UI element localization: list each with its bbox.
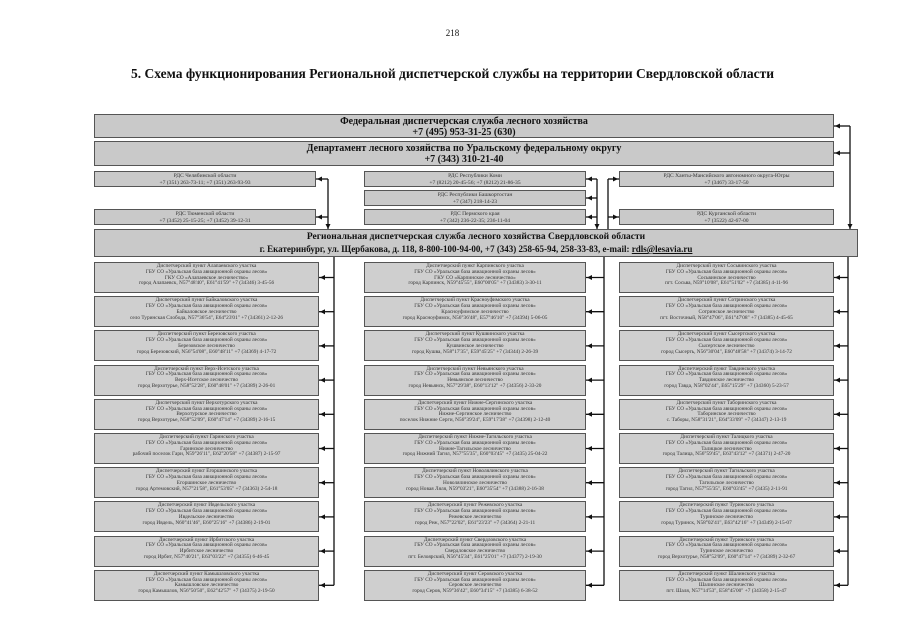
dispatch-post-l3: Ивдельское лесничество xyxy=(178,513,235,520)
dispatch-post-l4: город Серов, N59°36'42", E60°34'15" +7 (34385) 6-38-52 xyxy=(412,588,538,595)
dispatch-post-l3: Свердловское лесничество xyxy=(444,548,506,555)
dispatch-post-l1: Диспетчерский пункт Ивдельского участка xyxy=(157,502,256,509)
dispatch-post-l1: Диспетчерский пункт Алапаевского участка xyxy=(156,263,257,269)
department-arrow xyxy=(835,151,840,156)
dispatch-post-l2: ГБУ СО «Уральская база авиационной охраны лесов» xyxy=(665,508,788,515)
dispatch-post-l4: город Нижний Тагил, N57°55'35", E60°03'45" +7 (3435) 25-04-22 xyxy=(402,451,548,458)
dispatch-post-l2: ГБУ СО «Уральская база авиационной охраны лесов» xyxy=(414,302,536,309)
dispatch-post-l3: Сысертское лесничество xyxy=(698,342,755,349)
dispatch-post-l1: Диспетчерский пункт Серовского участка xyxy=(427,570,523,577)
dispatch-post-l2: ГБУ СО «Уральская база авиационной охраны лесов» xyxy=(414,508,536,515)
dispatch-post-l3: Талицкое лесничество xyxy=(701,445,752,452)
post-arrow xyxy=(835,309,840,314)
dispatch-post-l1: Диспетчерский пункт Режевского участка xyxy=(427,502,523,509)
dispatch-post-l2: ГБУ СО «Уральская база авиационной охраны лесов» xyxy=(665,439,788,446)
dispatch-post-l4: город Сысерть, N56°30'04", E60°48'58" +7 (34374) 3-14-72 xyxy=(661,348,792,355)
dispatch-post-l1: Диспетчерский пункт Ирбитского участка xyxy=(158,536,255,543)
dispatch-post-l2: ГБУ СО «Уральская база авиационной охраны лесов» xyxy=(414,576,536,583)
post-arrow xyxy=(587,378,592,383)
dispatch-post-l1: Диспетчерский пункт Егоршинского участка xyxy=(155,468,258,475)
post-arrow xyxy=(320,378,325,383)
dispatch-post-l2: ГБУ СО «Уральская база авиационной охраны лесов» xyxy=(665,405,788,412)
dispatch-post-l2: ГБУ СО «Уральская база авиационной охраны лесов» xyxy=(145,542,268,549)
rds-phone: +7 (3467) 33-17-50 xyxy=(704,179,749,186)
dispatch-post-l3: Шалинское лесничество xyxy=(698,582,755,589)
post-arrow xyxy=(587,480,592,485)
dispatch-post-l2: ГБУ СО «Уральская база авиационной охраны лесов» xyxy=(145,508,268,515)
dispatch-post-l3: Тагильское лесничество xyxy=(699,479,754,486)
dispatch-post-l1: Диспетчерский пункт Сотринского участка xyxy=(677,297,776,304)
dispatch-post-l4: пгт. Восточный, N58°47'06", E61°47'08" +7 (34385) 4-45-65 xyxy=(660,314,793,321)
dispatch-post-l4: поселок Нижние Серги, N56°39'24", E59°17'38" +7 (34398) 2-12-40 xyxy=(399,417,551,424)
dispatch-post-l3: Нижне-Тагильское лесничество xyxy=(439,445,511,452)
dispatch-post-l3: Верхотурское лесничество xyxy=(176,411,237,418)
post-arrow xyxy=(587,309,592,314)
dispatch-post-l4: город Верхотурье, N58°52'09", E60°47'14" +7 (34389) 2-32-67 xyxy=(657,553,796,560)
post-arrow xyxy=(835,549,840,554)
dispatch-post-l4: пгт. Белоярский, N56°45'34", E61°25'01" +7 (34377) 2-19-30 xyxy=(408,553,542,560)
dispatch-post-l1: Диспетчерский пункт Таборинского участка xyxy=(676,399,777,406)
federal-service-name: Федеральная диспетчерская служба лесного хозяйства xyxy=(340,116,588,127)
dispatch-post-l2: ГБУ СО «Уральская база авиационной охраны лесов» xyxy=(665,268,788,275)
dispatch-post-l4: город Карпинск, N59°45'55", E60°00'05" +7 (34383) 3-30-11 xyxy=(408,280,542,287)
rds-name: РДС Курганской области xyxy=(696,211,757,217)
dispatch-post-l2: ГБУ СО «Уральская база авиационной охраны лесов» xyxy=(145,337,268,344)
dispatch-post-l2: ГБУ СО «Уральская база авиационной охраны лесов» xyxy=(414,268,536,275)
dispatch-post-l1: Диспетчерский пункт Невьянского участка xyxy=(426,365,524,372)
dispatch-post-l4: рабочий поселок Гари, N59°26'11", E62°20'58" +7 (34387) 2-15-97 xyxy=(132,451,281,458)
rds-arrow xyxy=(326,224,331,229)
dispatch-post-l2: ГБУ СО «Уральская база авиационной охраны лесов» xyxy=(145,371,268,378)
dispatch-post-l4: город Реж, N57°22'02", E61°23'23" +7 (34364) 2-21-11 xyxy=(414,519,536,526)
post-arrow xyxy=(587,275,592,280)
dispatch-post-l2: ГБУ СО «Уральская база авиационной охраны лесов» xyxy=(145,302,268,309)
post-arrow xyxy=(587,446,592,451)
dispatch-post-l3: Егоршинское лесничество xyxy=(176,479,237,486)
dispatch-post-l3: Режевское лесничество xyxy=(448,513,502,520)
dispatch-post-l1: Диспетчерский пункт Нижне-Сергинского участка xyxy=(417,399,533,406)
dispatch-post-l3: Березовское лесничество xyxy=(178,342,235,349)
dispatch-post-l2: ГБУ СО «Уральская база авиационной охраны лесов» xyxy=(414,337,536,344)
dispatch-post-l3: Сосьвинское лесничество xyxy=(697,274,756,281)
rds-name: РДС Пермского края xyxy=(450,211,500,217)
post-arrow xyxy=(320,446,325,451)
dispatch-post-l3: Серовское лесничество xyxy=(448,582,502,589)
rds-phone: +7 (347) 218-14-23 xyxy=(452,198,498,205)
dispatch-post-l1: Диспетчерский пункт Новолялинского участка xyxy=(422,468,528,475)
dispatch-post-l4: город Тавда, N58°02'44", E65°15'29" +7 (34360) 5-23-57 xyxy=(664,382,789,389)
dispatch-post-l3: ГКУ СО «Алапаевское лесничество» xyxy=(164,274,249,281)
rds-phone: +7 (342) 236-22-35; 236-11-04 xyxy=(439,217,511,224)
rds-name: РДС Республики Коми xyxy=(448,173,502,179)
dispatch-post-l1: Диспетчерский пункт Гаринского участка xyxy=(159,434,254,440)
federal-service-phone: +7 (495) 953-31-25 (630) xyxy=(412,127,516,138)
dispatch-post-l1: Диспетчерский пункт Нижне-Тагильского участка xyxy=(418,434,532,440)
rds-phone: +7 (351) 263-73-11; +7 (351) 263-93-93 xyxy=(159,179,251,186)
post-arrow xyxy=(835,343,840,348)
page-number: 218 xyxy=(445,28,460,38)
dispatch-post-l4: город Талица, N56°59'45", E63°43'12" +7 (34371) 2-47-20 xyxy=(662,451,791,458)
federal-arrow xyxy=(835,124,840,129)
rds-name: РДС Ханты-Мансийского автономного округа-Югры xyxy=(663,173,790,179)
dispatch-post-l4: город Кушва, N58°17'35", E59°45'25" +7 (34344) 2-26-39 xyxy=(411,348,539,355)
rds-name: РДС Челябинской области xyxy=(173,173,237,179)
dispatch-post-l1: Диспетчерский пункт Байкаловского участка xyxy=(155,297,258,304)
rds-phone: +7 (3452) 25-15-25; +7 (3452) 39-12-31 xyxy=(159,217,251,224)
dispatch-post-l4: город Новая Ляля, N59°03'21", E60°35'54" +7 (34388) 2-16-38 xyxy=(406,485,544,492)
post-arrow xyxy=(835,480,840,485)
dispatch-post-l1: Диспетчерский пункт Талицкого участка xyxy=(680,434,773,440)
department-name: Департамент лесного хозяйства по Уральскому федеральному округу xyxy=(306,143,622,154)
post-arrow xyxy=(587,343,592,348)
rds-arrow xyxy=(317,215,322,220)
dispatch-post-l2: ГБУ СО «Уральская база авиационной охраны лесов» xyxy=(414,473,536,480)
post-arrow xyxy=(587,549,592,554)
dispatch-post-l4: город Ивдель, N60°41'46", E60°25'16" +7 (34386) 2-19-01 xyxy=(142,519,271,526)
dispatch-post-l4: село Туринская Слобода, N57°36'54", E64°23'01" +7 (34361) 2-12-26 xyxy=(129,314,284,321)
dispatch-post-l3: Невьянское лесничество xyxy=(447,377,503,384)
dispatch-post-l3: Сотринское лесничество xyxy=(698,308,755,315)
dispatch-post-l3: Нижне-Сергинское лесничество xyxy=(438,411,512,418)
dispatch-post-l1: Диспетчерский пункт Березовского участка xyxy=(157,331,256,338)
dispatch-post-l2: ГБУ СО «Уральская база авиационной охраны лесов» xyxy=(145,439,268,446)
dispatch-post-l4: город Камышлов, N56°50'50", E62°42'57" +7 (34375) 2-19-50 xyxy=(138,588,275,595)
dispatch-post-l3: Кушвинское лесничество xyxy=(446,342,504,349)
post-arrow xyxy=(320,275,325,280)
post-arrow xyxy=(587,583,592,588)
dispatch-post-l3: Красноуфимское лесничество xyxy=(441,308,509,315)
dispatch-post-l4: город Ирбит, N57°40'21", E63°03'22" +7 (34355) 6-46-45 xyxy=(143,553,270,560)
rds-name: РДС Тюменской области xyxy=(175,211,235,217)
dispatch-post-l2: ГБУ СО «Уральская база авиационной охраны лесов» xyxy=(145,405,268,412)
dispatch-post-l1: Диспетчерский пункт Свердловского участка xyxy=(423,536,527,543)
post-arrow xyxy=(320,549,325,554)
dispatch-post-l1: Диспетчерский пункт Сысертского участка xyxy=(677,331,776,338)
dispatch-post-l2: ГБУ СО «Уральская база авиационной охраны лесов» xyxy=(665,576,788,583)
dispatch-post-l1: Диспетчерский пункт Тавдинского участка xyxy=(677,365,776,372)
dispatch-post-l4: город Невьянск, N57°29'38", E60°13'12" +7 (34356) 2-33-20 xyxy=(408,382,542,389)
dispatch-post-l2: ГБУ СО «Уральская база авиационной охраны лесов» xyxy=(145,268,268,275)
dispatch-post-l3: Камышловское лесничество xyxy=(174,582,239,589)
dispatch-post-l2: ГБУ СО «Уральская база авиационной охраны лесов» xyxy=(145,576,268,583)
regional-email-link[interactable]: rdls@lesavia.ru xyxy=(631,244,693,254)
dispatch-post-l4: с. Таборы, N58°31'21", E64°33'09" +7 (34347) 2-13-19 xyxy=(666,417,787,424)
dispatch-post-l2: ГБУ СО «Уральская база авиационной охраны лесов» xyxy=(665,473,788,480)
post-arrow xyxy=(320,480,325,485)
dispatch-post-l1: Диспетчерский пункт Туринского участка xyxy=(679,536,774,543)
page-title: 5. Схема функционирования Региональной диспетчерской службы на территории Свердловской области xyxy=(130,66,775,81)
dispatch-post-l1: Диспетчерский пункт Красноуфимского участка xyxy=(420,297,530,304)
post-arrow xyxy=(587,412,592,417)
dispatch-post-l1: Диспетчерский пункт Камышловского участка xyxy=(153,570,260,577)
dispatch-post-l4: город Алапаевск, N57°48'40", E61°41'59" +7 (34346) 3-45-56 xyxy=(138,280,275,287)
dispatch-post-l3: Таборинское лесничество xyxy=(697,411,756,418)
rds-arrow xyxy=(587,177,592,182)
dispatch-post-l4: город Туринск, N58°02'41", E63°42'16" +7 (34349) 2-15-07 xyxy=(661,519,792,526)
dispatch-post-l2: ГБУ СО «Уральская база авиационной охраны лесов» xyxy=(665,542,788,549)
post-arrow xyxy=(835,514,840,519)
rds-arrow xyxy=(613,177,618,182)
dispatch-post-l1: Диспетчерский пункт Верхотурского участка xyxy=(155,399,258,406)
post-arrow xyxy=(320,514,325,519)
post-arrow xyxy=(835,583,840,588)
dispatch-post-l2: ГБУ СО «Уральская база авиационной охраны лесов» xyxy=(665,371,788,378)
dispatch-post-l2: ГБУ СО «Уральская база авиационной охраны лесов» xyxy=(414,371,536,378)
dispatch-post-l4: город Тагил, N57°55'35", E60°03'45" +7 (3435) 2-11-91 xyxy=(665,485,788,492)
dispatch-post-l3: Тавдинское лесничество xyxy=(698,377,755,384)
regional-service-address: г. Екатеринбург, ул. Щербакова, д. 118, 8-800-100-94-00, +7 (343) 258-65-94, 258-33-83, e-mail: xyxy=(259,244,630,254)
post-arrow xyxy=(320,583,325,588)
dispatch-post-l4: город Артемовский, N57°21'58", E61°53'05" +7 (34363) 2-54-18 xyxy=(135,485,278,492)
post-arrow xyxy=(320,343,325,348)
dispatch-post-l4: город Березовский, N56°54'08", E60°48'11" +7 (34369) 4-17-72 xyxy=(136,348,277,355)
dispatch-post-l3: Туринское лесничество xyxy=(699,548,754,555)
regional-service-name: Региональная диспетчерская служба лесного хозяйства Свердловской области xyxy=(306,232,646,242)
dispatch-post-l3: Ирбитское лесничество xyxy=(179,548,234,555)
dispatch-post-l2: ГБУ СО «Уральская база авиационной охраны лесов» xyxy=(414,405,536,412)
rds-arrow xyxy=(613,215,618,220)
dispatch-post-l3: Верх-Исетское лесничество xyxy=(174,377,239,384)
dispatch-post-l2: ГБУ СО «Уральская база авиационной охраны лесов» xyxy=(145,473,268,480)
post-arrow xyxy=(835,412,840,417)
dispatch-post-l2: ГБУ СО «Уральская база авиационной охраны лесов» xyxy=(665,337,788,344)
dispatch-post-l2: ГБУ СО «Уральская база авиационной охраны лесов» xyxy=(414,542,536,549)
dispatch-post-l1: Диспетчерский пункт Туринского участка xyxy=(679,502,774,509)
dispatch-post-l4: город Верхотурье, N58°52'28", E60°48'01" +7 (34389) 2-26-01 xyxy=(137,382,276,389)
post-arrow xyxy=(587,514,592,519)
rds-arrow xyxy=(595,224,600,229)
post-arrow xyxy=(835,275,840,280)
post-arrow xyxy=(320,412,325,417)
department-phone: +7 (343) 310-21-40 xyxy=(424,154,504,165)
dispatch-post-l3: ГКУ СО «Карпинское лесничество» xyxy=(434,274,516,281)
dispatch-post-l4: пгт. Шаля, N57°14'53", E58°45'00" +7 (34358) 2-15-47 xyxy=(666,588,787,595)
dispatch-post-l1: Диспетчерский пункт Сосьвинского участка xyxy=(676,263,777,269)
dispatch-post-l1: Диспетчерский пункт Карпинского участка xyxy=(426,263,524,269)
dispatch-post-l3: Гаринское лесничество xyxy=(180,445,233,452)
rds-arrow xyxy=(587,196,592,201)
dispatch-post-l1: Диспетчерский пункт Кушвинского участка xyxy=(425,331,525,338)
dispatch-post-l1: Диспетчерский пункт Тагильского участка xyxy=(678,468,775,475)
dispatch-post-l3: Туринское лесничество xyxy=(699,513,754,520)
dispatch-post-l2: ГБУ СО «Уральская база авиационной охраны лесов» xyxy=(665,302,788,309)
dispatch-post-l4: город Красноуфимск, N56°36'48", E57°46'10" +7 (34394) 5-06-05 xyxy=(402,314,548,321)
dispatch-post-l3: Байкаловское лесничество xyxy=(176,308,237,315)
post-arrow xyxy=(835,446,840,451)
dispatch-post-l1: Диспетчерский пункт Шалинского участка xyxy=(678,570,775,577)
dispatch-post-l3: Новолялинское лесничество xyxy=(442,479,508,486)
dispatch-post-l1: Диспетчерский пункт Верх-Исетского участка xyxy=(154,365,259,372)
rds-arrow xyxy=(587,215,592,220)
dispatch-post-l4: пгт. Сосьва, N59°10'08", E61°51'02" +7 (34385) 4-11-96 xyxy=(665,280,788,287)
dispatch-post-l2: ГБУ СО «Уральская база авиационной охраны лесов» xyxy=(414,439,536,446)
rds-phone: +7 (3522) 42-67-00 xyxy=(704,217,749,224)
rds-name: РДС Республики Башкортостан xyxy=(437,192,513,198)
dispatch-post-l4: город Верхотурье, N58°52'09", E60°47'14" +7 (34389) 2-16-15 xyxy=(137,417,276,424)
post-arrow xyxy=(320,309,325,314)
regional-arrow xyxy=(848,224,853,229)
rds-phone: +7 (8212) 20-45-56; +7 (8212) 21-86-35 xyxy=(429,179,521,186)
rds-arrow xyxy=(317,177,322,182)
post-arrow xyxy=(835,378,840,383)
